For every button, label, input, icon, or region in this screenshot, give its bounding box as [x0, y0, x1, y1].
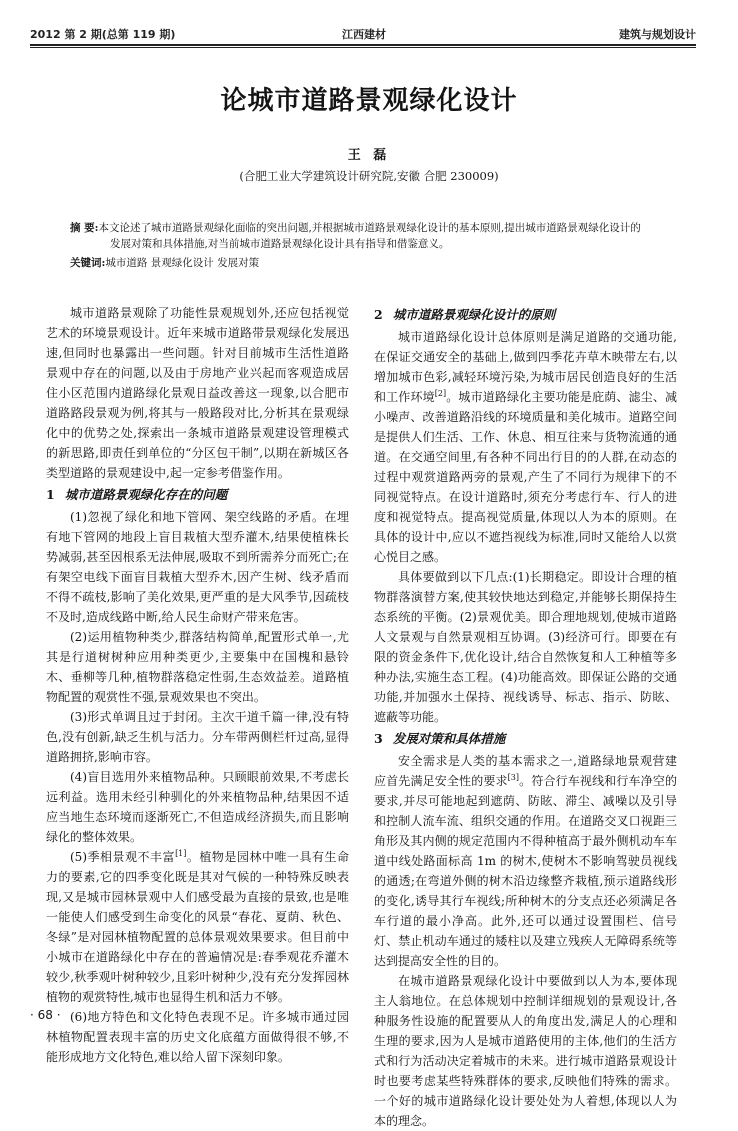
paper-title: 论城市道路景观绿化设计 [220, 86, 518, 116]
citation-ref: [2] [434, 389, 447, 398]
author-affiliation: (合肥工业大学建筑设计研究院,安徽 合肥 230009) [239, 169, 499, 183]
abstract-text-2: 发展对策和具体措施,对当前城市道路景观绿化设计具有指导和借鉴意义。 [110, 238, 450, 250]
running-header [30, 26, 696, 42]
paragraph-text: (5)季相景观不丰富 [70, 850, 176, 864]
keywords [70, 255, 670, 270]
header-rule-thick [30, 44, 696, 46]
paragraph: 在城市道路景观绿化设计中要做到以人为本,要体现主人翁地位。在总体规划中控制详细规划的景观设计,各种服务性设施的配置要从人的角度出发,满足人的心理和生理的要求,因为人是城市道路使用的主体,他们的生活方式和行为活动决定着城市的未来。进行城市道路景观设计时也要考虑某些特殊群体的要求,反映他们特殊的需求。一个好的城市道路绿化设计要处处为人着想,体现以人为本的理念。 [374, 974, 677, 1128]
abstract-line-1 [70, 220, 670, 236]
paragraph: 具体要做到以下几点:(1)长期稳定。即设计合理的植物群落演替方案,使其较快地达到稳定,并能够长期保持生态系统的平衡。(2)景观优美。即合理地规划,使城市道路人文景观与自然景观相互协调。(3)经济可行。即要在有限的资金条件下,优化设计,结合自然恢复和人工种植等多种办法,实施生态工程。(4)功能高效。即保证公路的交通功能,并加强水土保持、视线诱导、标志、指示、防眩、遮蔽等功能。 [374, 570, 677, 724]
section-name: 建筑与规划设计 [619, 28, 696, 41]
section-title-1: 城市道路景观绿化存在的问题 [64, 487, 228, 502]
paragraph: (4)盲目选用外来植物品种。只顾眼前效果,不考虑长远利益。选用未经引种驯化的外来植物品种,结果因不适应当地生态环境而逐渐死亡,不但造成经济损失,而且影响绿化的整体效果。 [46, 770, 349, 844]
paragraph: (1)忽视了绿化和地下管网、架空线路的矛盾。在埋有地下管网的地段上盲目栽植大型乔灌木,结果使植株长势减弱,甚至因根系无法伸展,吸取不到所需养分而死亡;在有架空电线下面盲目栽植大型乔木,因产生树、线矛盾而不得不疏枝,影响了美化效果,更严重的是大风季节,因疏枝不及时,造成线路中断,给人民生命财产带来危害。 [46, 510, 349, 624]
paragraph-text: 。符合行车视线和行车净空的要求,并尽可能地起到遮荫、防眩、滞尘、减噪以及引导和控制人流车流、组织交通的作用。在道路交叉口视距三角形及其内侧的规定范围内不得种植高于最外侧机动车车道中线处路面标高 1m 的树木,使树木不影响驾驶员视线的通透;在弯道外侧的树木沿边缘整齐栽植,预示道路线形的变化,诱导其行车视线;所种树木的分支点还必须满足各车行道的最小净高。此外,还可以通过设置围栏、信号灯、禁止机动车通过的矮柱以及建立残疾人无障碍系统等达到提高安全性的目的。 [374, 774, 677, 968]
page-number: · 68 · [30, 1008, 61, 1022]
paragraph: (2)运用植物种类少,群落结构简单,配置形式单一,尤其是行道树树种应用种类更少,主要集中在国槐和悬铃木、垂柳等几种,植物群落稳定性弱,生态效益差。道路植物配置的观赏性不强,景观效果也不突出。 [46, 630, 349, 704]
paragraph [374, 751, 677, 971]
paragraph: (3)形式单调且过于封闭。主次干道千篇一律,没有特色,没有创新,缺乏生机与活力。分车带两侧栏杆过高,显得道路拥挤,影响市容。 [46, 710, 349, 764]
section-number-2: 2 [374, 307, 383, 322]
right-column [374, 303, 677, 1128]
paragraph [374, 327, 677, 567]
section-heading-1 [46, 485, 349, 505]
keywords-text: 城市道路 景观绿化设计 发展对策 [105, 257, 260, 269]
paragraph-text: 城市道路绿化设计总体原则是满足道路的交通功能,在保证交通安全的基础上,做到四季花卉草木映带左右,以增加城市色彩,减轻环境污染,为城市居民创造良好的生活和工作环境 [374, 330, 677, 404]
section-title-3: 发展对策和具体措施 [392, 731, 506, 746]
left-column [46, 303, 349, 1064]
paragraph-text: 安全需求是人类的基本需求之一,道路绿地景观营建应首先满足安全性的要求 [374, 754, 677, 788]
abstract-label: 摘 要: [70, 222, 99, 234]
paragraph-text: 。植物是园林中唯一具有生命力的要素,它的四季变化既是其对气候的一种特殊反映表现,又是城市园林景观中人们感受最为直接的景致,也是唯一能使人们感受到生命变化的风景“春花、夏荫、秋色、冬绿”是对园林植物配置的总体景观效果要求。但目前中小城市在道路绿化中存在的普遍情况是:春季观花乔灌木较少,秋季观叶树种较少,且彩叶树种少,没有充分发挥园林植物的观赏特性,城市也显得生机和活力不够。 [46, 850, 349, 1004]
section-heading-2 [374, 305, 677, 325]
citation-ref: [1] [175, 849, 187, 858]
section-number-1: 1 [46, 487, 55, 502]
abstract [70, 220, 670, 252]
intro-paragraph: 城市道路景观除了功能性景观规划外,还应包括视觉艺术的环境景观设计。近年来城市道路带景观绿化发展迅速,但同时也暴露出一些问题。针对目前城市生活性道路景观中存在的问题,以及由于房地产业兴起而客观造成居住小区范围内道路绿化景观日益改善这一现象,以合肥市道路路段景观为例,将其与一般路段对比,分析其在景观绿化中的优势之处,探索出一条城市道路景观建设管理模式的新思路,即责任到单位的“分区包干制”,以期在新城区各类型道路的景观建设中,起一定参考借鉴作用。 [46, 306, 349, 480]
paragraph [46, 847, 349, 1007]
section-number-3: 3 [374, 731, 383, 746]
author-name: 王 磊 [347, 148, 391, 163]
section-heading-3 [374, 729, 677, 749]
citation-ref: [3] [507, 773, 520, 782]
paragraph-text: 。城市道路绿化主要功能是庇荫、滤尘、减小噪声、改善道路沿线的环境质量和美化城市。道路空间是提供人们生活、工作、休息、相互往来与货物流通的通道。在交通空间里,有各种不同出行目的的人群,在动态的过程中观赏道路两旁的景观,产生了不同行为规律下的不同视觉特点。在设计道路时,须充分考虑行车、行人的进度和视觉特点。提高视觉质量,体现以人为本的原则。在具体的设计中,应以不遮挡视线为标准,同时又能给人以赏心悦目之感。 [374, 390, 677, 564]
paragraph: (6)地方特色和文化特色表现不足。许多城市通过园林植物配置表现丰富的历史文化底蕴方面做得很不够,不能形成地方文化特色,难以给人留下深刻印象。 [46, 1010, 349, 1064]
header-rule-thin [30, 47, 696, 48]
issue-info: 2012 第 2 期(总第 119 期) [30, 28, 176, 41]
section-title-2: 城市道路景观绿化设计的原则 [392, 307, 556, 322]
abstract-text-1: 本文论述了城市道路景观绿化面临的突出问题,并根据城市道路景观绿化设计的基本原则,提出城市道路景观绿化设计的 [98, 222, 641, 234]
journal-name: 江西建材 [342, 28, 386, 41]
keywords-label: 关键词: [70, 257, 106, 269]
